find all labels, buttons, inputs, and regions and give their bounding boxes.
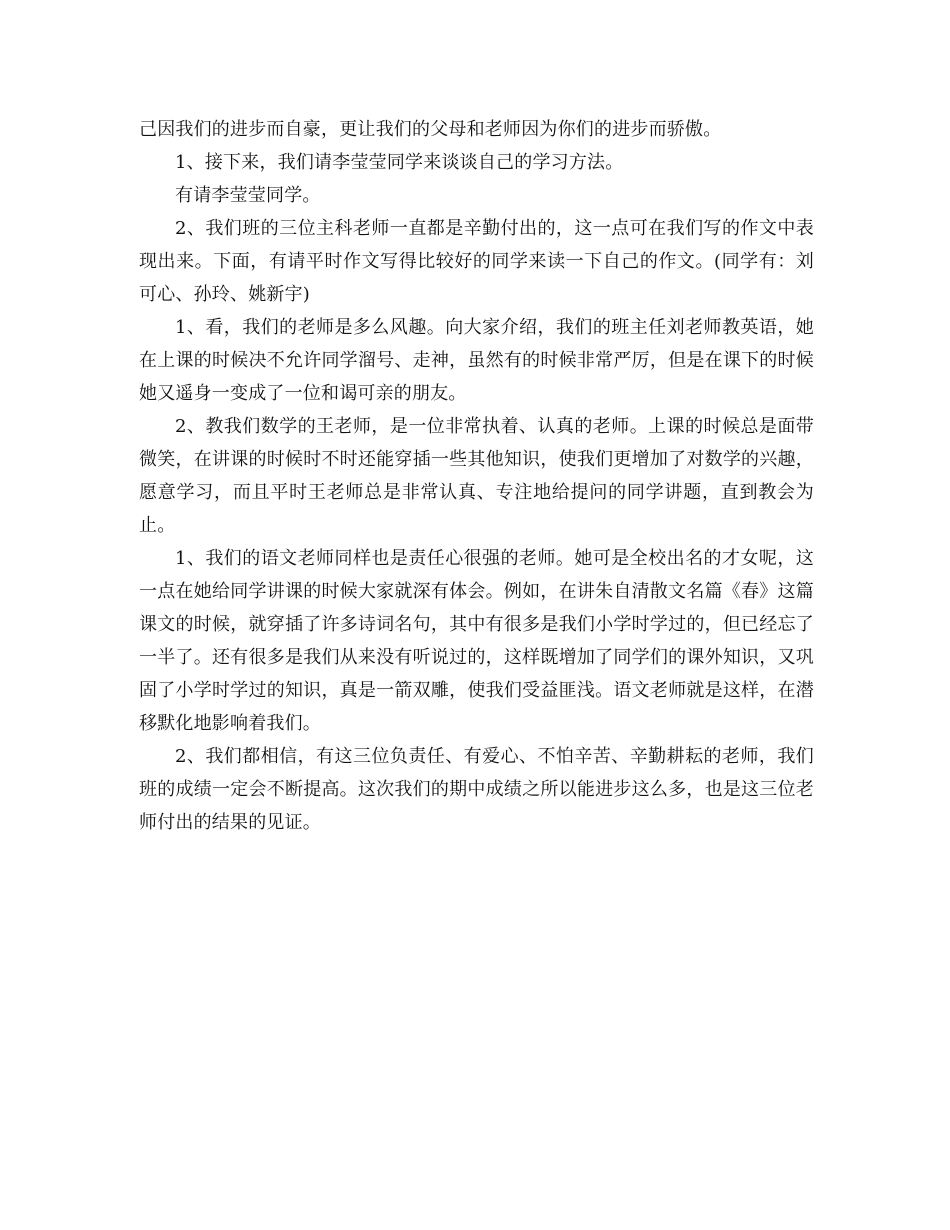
document-body (139, 113, 814, 839)
paragraph: 有请李莹莹同学。 (175, 185, 321, 206)
paragraph: 己因我们的进步而自豪，更让我们的父母和老师因为你们的进步而骄傲。 (139, 119, 722, 140)
paragraph: 1、我们的语文老师同样也是责任心很强的老师。她可是全校出名的才女呢，这一点在她给同学讲课的时候大家就深有体会。例如，在讲朱自清散文名篇《春》这篇课文的时候，就穿插了许多诗词名句，其中有很多是我们小学时学过的，但已经忘了一半了。还有很多是我们从来没有听说过的，这样既增加了同学们的课外知识，又巩固了小学时学过的知识，真是一箭双雕，使我们受益匪浅。语文老师就是这样，在潜移默化地影响着我们。 (139, 548, 814, 734)
paragraph: 1、接下来，我们请李莹莹同学来谈谈自己的学习方法。 (175, 152, 624, 173)
paragraph: 1、看，我们的老师是多么风趣。向大家介绍，我们的班主任刘老师教英语，她在上课的时候决不允许同学溜号、走神，虽然有的时候非常严厉，但是在课下的时候她又遥身一变成了一位和谒可亲的朋友。 (139, 317, 814, 404)
paragraph: 2、教我们数学的王老师，是一位非常执着、认真的老师。上课的时候总是面带微笑，在讲课的时候时不时还能穿插一些其他知识，使我们更增加了对数学的兴趣，愿意学习，而且平时王老师总是非常认真、专注地给提问的同学讲题，直到教会为止。 (139, 416, 814, 536)
paragraph: 2、我们都相信，有这三位负责任、有爱心、不怕辛苦、辛勤耕耘的老师，我们班的成绩一定会不断提高。这次我们的期中成绩之所以能进步这么多，也是这三位老师付出的结果的见证。 (139, 746, 814, 833)
paragraph: 2、我们班的三位主科老师一直都是辛勤付出的，这一点可在我们写的作文中表现出来。下面，有请平时作文写得比较好的同学来读一下自己的作文。(同学有：刘可心、孙玲、姚新宇) (139, 218, 814, 305)
